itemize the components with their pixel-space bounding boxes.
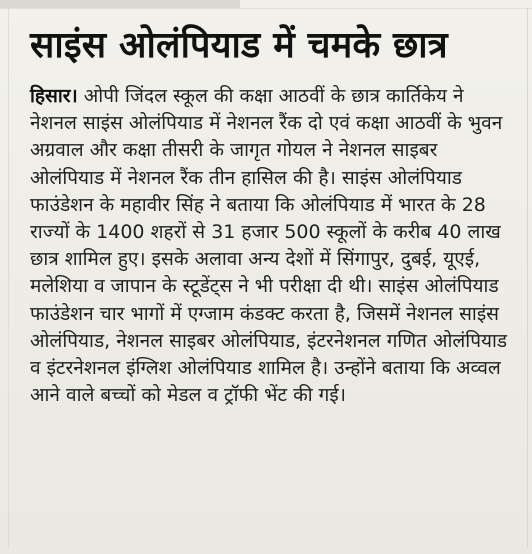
article [18,19,516,539]
dateline: हिसार। [30,85,78,107]
right-border [527,8,528,548]
headline: साइंस ओलंपियाड में चमके छात्र [30,25,448,66]
top-strip [0,0,240,8]
article-body [30,83,508,409]
body-text: ओपी जिंदल स्कूल की कक्षा आठवीं के छात्र कार्तिकेय ने नेशनल साइंस ओलंपियाड में नेशनल रैंक दो एवं कक्षा आठवीं के भुवन अग्रवाल और कक्षा तीसरी के जागृत गोयल ने नेशनल साइबर ओलंपियाड में नेशनल रैंक तीन हासिल की है। साइंस ओलंपियाड फाउंडेशन के महावीर सिंह ने बताया कि ओलंपियाड में भारत के 28 राज्यों के 1400 शहरों से 31 हजार 500 स्कूलों के करीब 40 लाख छात्र शामिल हुए। इसके अलावा अन्य देशों में सिंगापुर, दुबई, यूएई, मलेशिया व जापान के स्टूडेंट्स ने भी परीक्षा दी थी। साइंस ओलंपियाड फाउंडेशन चार भागों में एग्जाम कंडक्ट करता है, जिसमें नेशनल साइंस ओलंपियाड, नेशनल साइबर ओलंपियाड, इंटरनेशनल गणित ओलंपियाड व इंटरनेशनल इंग्लिश ओलंपियाड शामिल है। उन्होंने बताया कि अव्वल आने वाले बच्चों को मेडल व ट्रॉफी भेंट की गई। [30,85,508,407]
left-border [8,8,9,548]
